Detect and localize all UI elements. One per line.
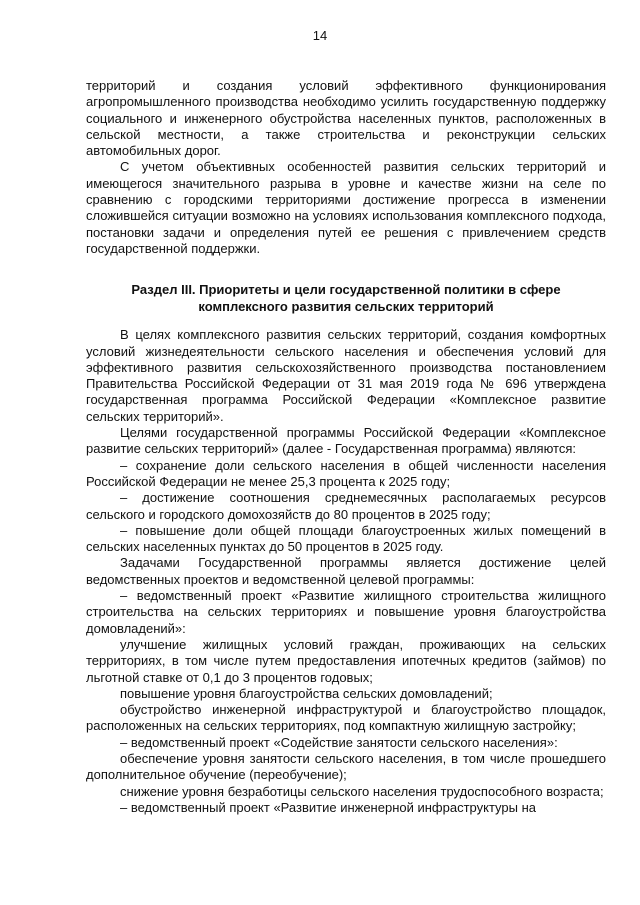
section-title-line1: Раздел III. Приоритеты и цели государственной политики в сфере bbox=[131, 282, 561, 298]
paragraph: – ведомственный проект «Развитие жилищного строительства жилищного строительства на сельских территориях и повышение уровня благоустройства домовладений»: bbox=[86, 588, 606, 636]
paragraph: – повышение доли общей площади благоустроенных жилых помещений в сельских населенных пунктах до 50 процентов в 2025 году. bbox=[86, 522, 606, 555]
document-body bbox=[86, 78, 606, 816]
spacer bbox=[86, 257, 606, 281]
paragraph: В целях комплексного развития сельских территорий, создания комфортных условий жизнедеятельности сельского населения и обеспечения условий для эффективного развития сельскохозяйственного производства постановлением Правительства Российской Федерации от 31 мая 2019 года № 696 утверждена государственная программа Российской Федерации «Комплексное развитие сельских территорий». bbox=[86, 327, 606, 424]
paragraph: территорий и создания условий эффективного функционирования агропромышленного производства необходимо усилить государственную поддержку социального и инженерного обустройства населенных пунктов, расположенных в сельской местности, а также строительства и реконструкции сельских автомобильных дорог. bbox=[86, 78, 606, 159]
paragraphs-before bbox=[86, 78, 606, 257]
paragraph: улучшение жилищных условий граждан, проживающих на сельских территориях, в том числе путем предоставления ипотечных кредитов (займов) по льготной ставке от 0,1 до 3 процентов годовых; bbox=[86, 636, 606, 685]
section-title-line2: комплексного развития сельских территорий bbox=[198, 299, 494, 315]
section-heading bbox=[86, 281, 606, 315]
paragraph: Задачами Государственной программы является достижение целей ведомственных проектов и ведомственной целевой программы: bbox=[86, 555, 606, 587]
spacer bbox=[86, 315, 606, 327]
paragraph: С учетом объективных особенностей развития сельских территорий и имеющегося значительного разрыва в уровне и качестве жизни на селе по сравнению с городскими территориями достижение прогресса в изменении сложившейся ситуации возможно на условиях использования комплексного подхода, постановки задачи и определения путей ее решения с привлечением средств государственной поддержки. bbox=[86, 159, 606, 256]
paragraph: – ведомственный проект «Развитие инженерной инфраструктуры на bbox=[120, 799, 536, 815]
page-number: 14 bbox=[312, 28, 328, 43]
paragraph: снижение уровня безработицы сельского населения трудоспособного возраста; bbox=[120, 783, 604, 799]
paragraph: повышение уровня благоустройства сельских домовладений; bbox=[120, 685, 493, 701]
paragraph: Целями государственной программы Российской Федерации «Комплексное развитие сельских территорий» (далее - Государственная программа) являются: bbox=[86, 425, 606, 457]
paragraph: – достижение соотношения среднемесячных располагаемых ресурсов сельского и городского домохозяйств до 80 процентов в 2025 году; bbox=[86, 490, 606, 522]
paragraph: обеспечение уровня занятости сельского населения, в том числе прошедшего дополнительное обучение (переобучение); bbox=[86, 750, 606, 783]
paragraphs-after bbox=[86, 327, 606, 816]
paragraph: обустройство инженерной инфраструктурой и благоустройство площадок, расположенных на сельских территориях, под компактную жилищную застройку; bbox=[86, 702, 606, 734]
paragraph: – ведомственный проект «Содействие занятости сельского населения»: bbox=[120, 734, 558, 750]
paragraph: – сохранение доли сельского населения в общей численности населения Российской Федерации не менее 25,3 процента к 2025 году; bbox=[86, 457, 606, 489]
